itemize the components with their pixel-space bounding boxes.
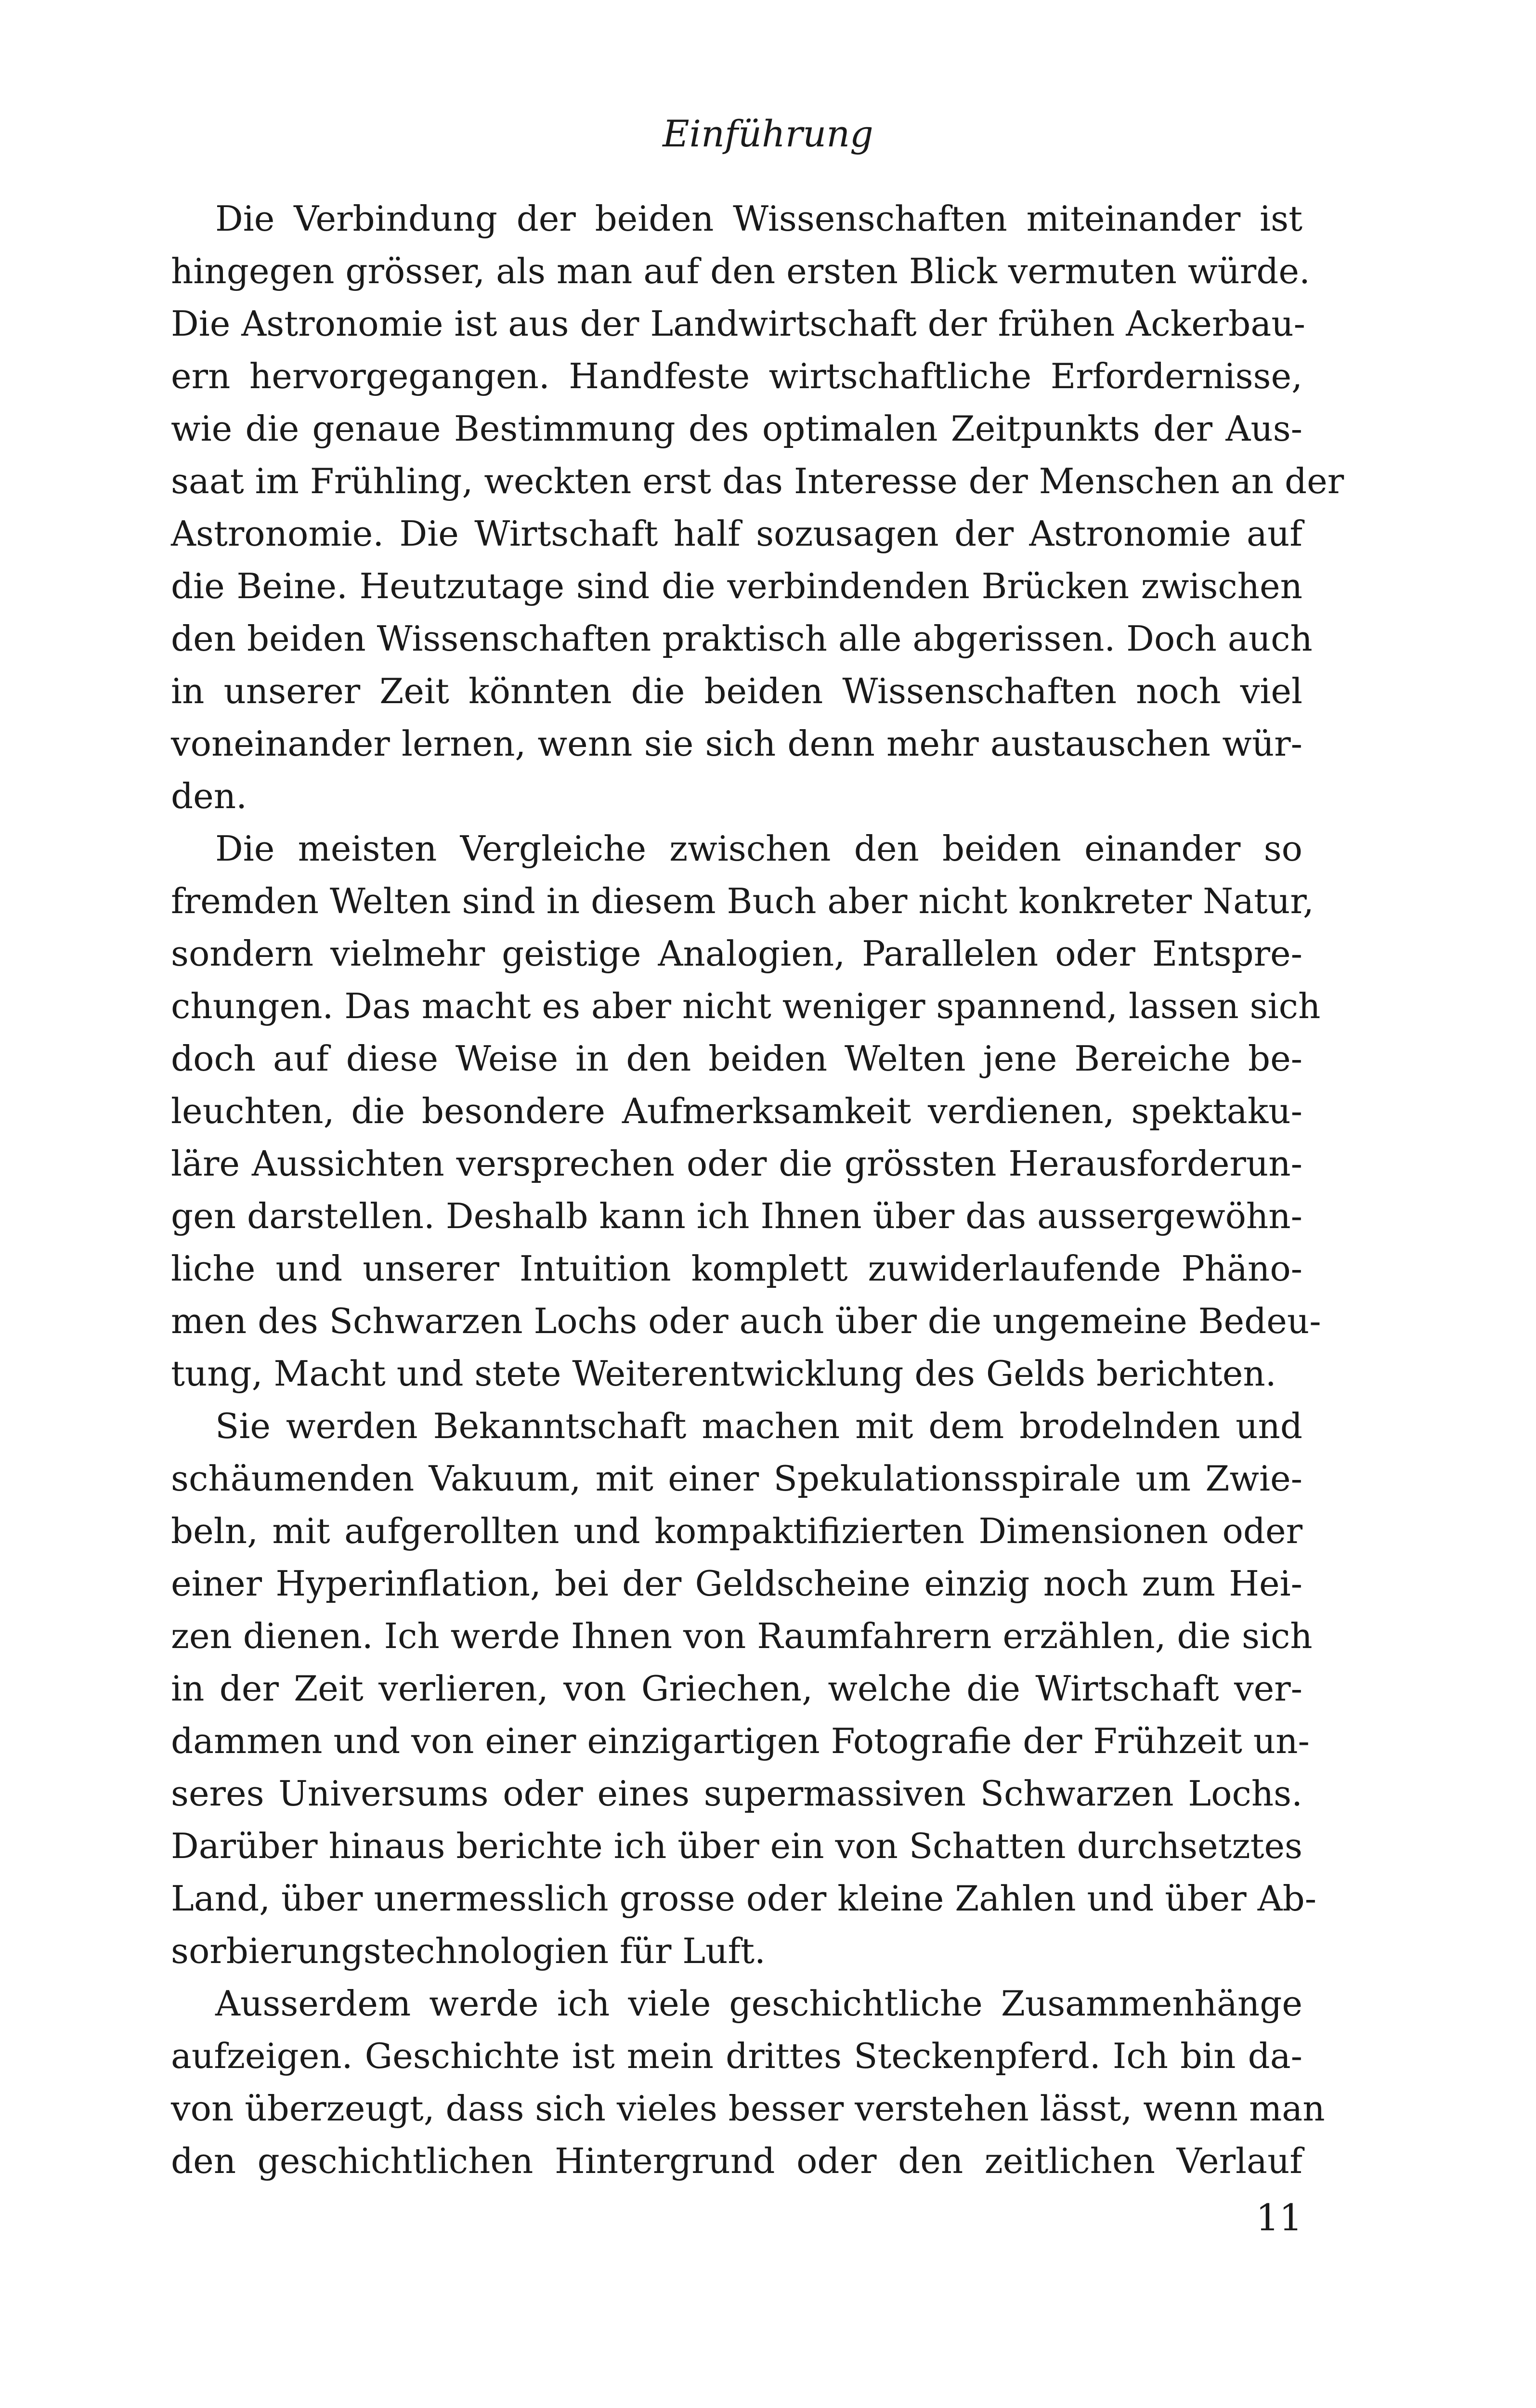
text-line: den geschichtlichen Hintergrund oder den zeitlichen Verlauf: [171, 2141, 1302, 2181]
text-line: die Beine. Heutzutage sind die verbindenden Brücken zwischen: [171, 566, 1302, 606]
text-line: läre Aussichten versprechen oder die grössten Herausforderun-: [171, 1143, 1302, 1184]
text-line: den.: [171, 776, 247, 816]
text-line: wie die genaue Bestimmung des optimalen Zeitpunkts der Aus-: [171, 408, 1302, 449]
paragraph: [171, 823, 1321, 1400]
text-line: Darüber hinaus berichte ich über ein von Schatten durchsetztes: [171, 1826, 1302, 1866]
text-line: einer Hyperinflation, bei der Geldscheine einzig noch zum Hei-: [171, 1563, 1302, 1604]
text-line: Ausserdem werde ich viele geschichtliche Zusammenhänge: [215, 1983, 1302, 2024]
text-line: sondern vielmehr geistige Analogien, Parallelen oder Entspre-: [171, 933, 1302, 974]
text-line: beln, mit aufgerollten und kompaktifizierten Dimensionen oder: [171, 1511, 1302, 1551]
text-line: chungen. Das macht es aber nicht weniger spannend, lassen sich: [171, 986, 1321, 1026]
paragraph: [171, 193, 1344, 823]
text-line: Die meisten Vergleiche zwischen den beiden einander so: [215, 828, 1302, 869]
text-line: leuchten, die besondere Aufmerksamkeit verdienen, spektaku-: [171, 1091, 1302, 1131]
text-line: saat im Frühling, weckten erst das Interesse der Menschen an der: [171, 461, 1344, 501]
paragraph: [171, 1400, 1317, 1977]
text-line: hingegen grösser, als man auf den ersten Blick vermuten würde.: [171, 251, 1310, 291]
text-line: von überzeugt, dass sich vieles besser verstehen lässt, wenn man: [171, 2088, 1325, 2129]
text-line: doch auf diese Weise in den beiden Welten jene Bereiche be-: [171, 1038, 1302, 1079]
text-line: den beiden Wissenschaften praktisch alle abgerissen. Doch auch: [171, 618, 1313, 659]
running-head: Einführung: [663, 112, 873, 155]
text-line: aufzeigen. Geschichte ist mein drittes Steckenpferd. Ich bin da-: [171, 2036, 1302, 2076]
body-text: [171, 193, 1344, 2187]
text-line: in unserer Zeit könnten die beiden Wissenschaften noch viel: [171, 671, 1302, 711]
text-line: zen dienen. Ich werde Ihnen von Raumfahrern erzählen, die sich: [171, 1616, 1313, 1656]
text-line: schäumenden Vakuum, mit einer Spekulationsspirale um Zwie-: [171, 1458, 1302, 1499]
text-line: men des Schwarzen Lochs oder auch über die ungemeine Bedeu-: [171, 1301, 1321, 1341]
text-line: Sie werden Bekanntschaft machen mit dem brodelnden und: [215, 1406, 1302, 1446]
text-line: fremden Welten sind in diesem Buch aber nicht konkreter Natur,: [171, 881, 1314, 921]
text-line: Die Astronomie ist aus der Landwirtschaft der frühen Ackerbau-: [171, 303, 1305, 344]
text-line: ern hervorgegangen. Handfeste wirtschaftliche Erfordernisse,: [171, 356, 1302, 396]
text-line: Astronomie. Die Wirtschaft half sozusagen der Astronomie auf: [171, 513, 1302, 554]
text-line: liche und unserer Intuition komplett zuwiderlaufende Phäno-: [171, 1248, 1302, 1289]
text-line: voneinander lernen, wenn sie sich denn mehr austauschen wür-: [171, 723, 1302, 764]
text-line: in der Zeit verlieren, von Griechen, welche die Wirtschaft ver-: [171, 1668, 1302, 1709]
text-line: gen darstellen. Deshalb kann ich Ihnen über das aussergewöhn-: [171, 1196, 1302, 1236]
text-line: sorbierungstechnologien für Luft.: [171, 1931, 766, 1971]
text-line: dammen und von einer einzigartigen Fotografie der Frühzeit un-: [171, 1721, 1310, 1761]
text-line: Land, über unermesslich grosse oder kleine Zahlen und über Ab-: [171, 1878, 1317, 1919]
paragraph: [171, 1977, 1325, 2187]
text-line: seres Universums oder eines supermassiven Schwarzen Lochs.: [171, 1773, 1302, 1814]
text-line: Die Verbindung der beiden Wissenschaften miteinander ist: [215, 198, 1302, 239]
page-number: 11: [1256, 2196, 1302, 2239]
text-line: tung, Macht und stete Weiterentwicklung des Gelds berichten.: [171, 1353, 1276, 1394]
